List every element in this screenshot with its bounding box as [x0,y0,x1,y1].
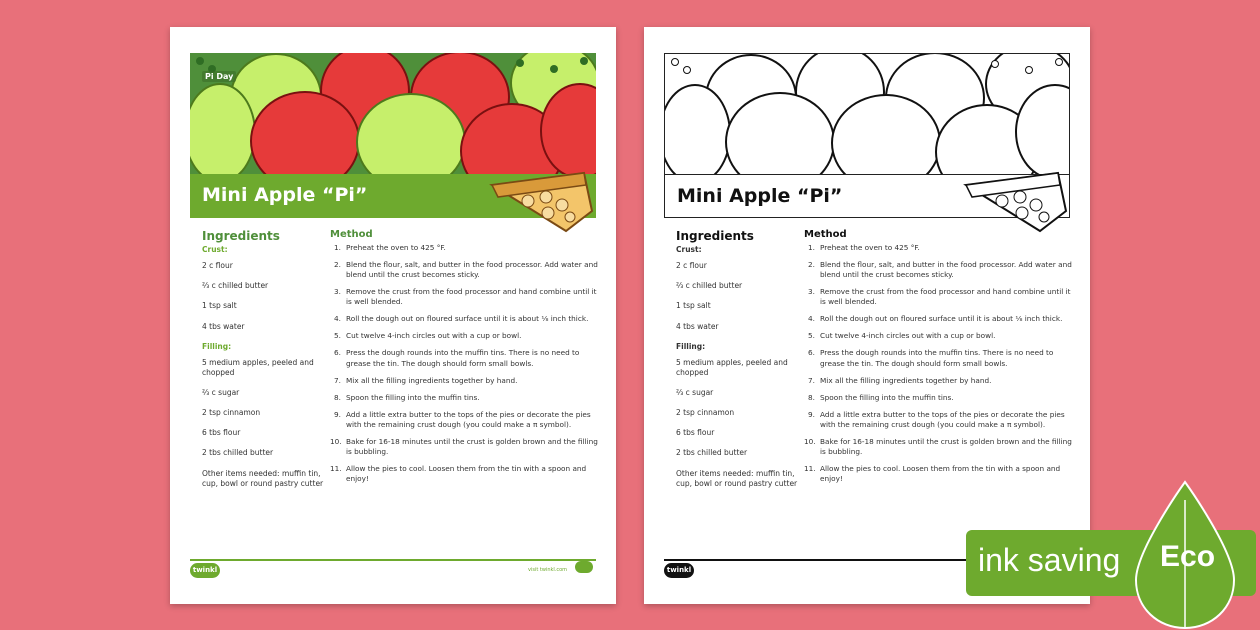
method-column [330,229,598,491]
ingredient-item: 1 tsp salt [202,301,237,311]
recipe-title: Mini Apple “Pi” [202,184,368,206]
other-items: Other items needed: muffin tin, cup, bowl or round pastry cutter [676,468,798,488]
other-items: Other items needed: muffin tin, cup, bowl or round pastry cutter [202,468,324,488]
pie-slice-icon [488,167,596,237]
method-step: 3. Remove the crust from the food processor and hand combine until it is well blended. [334,287,597,307]
method-step: 7. Mix all the filling ingredients together by hand. [334,375,518,385]
ingredient-item: ⅔ c chilled butter [202,281,269,291]
method-step: 5. Cut twelve 4-inch circles out with a cup or bowl. [808,331,996,341]
method-step: 4. Roll the dough out on floured surface until it is about ⅛ inch thick. [808,314,1063,324]
method-step: 4. Roll the dough out on floured surface until it is about ⅛ inch thick. [334,314,589,324]
method-step: 7. Mix all the filling ingredients together by hand. [808,375,992,385]
twinkl-logo: twinkl [664,563,694,578]
ingredient-item: 4 tbs water [676,321,719,331]
method-step: 1. Preheat the oven to 425 °F. [334,243,446,252]
footer-badge-icon [575,561,593,573]
site-link: visit twinkl.com [528,567,568,573]
ingredient-item: ⅔ c chilled butter [676,281,743,291]
method-step: 8. Spoon the filling into the muffin tins. [808,392,954,402]
ink-saving-recipe-sheet [644,27,1090,604]
pi-day-tag: Pi Day [202,71,236,82]
ingredient-item: 5 medium apples, peeled and chopped [202,357,314,377]
method-step: 5. Cut twelve 4-inch circles out with a cup or bowl. [334,331,522,341]
ingredient-item: 2 c flour [202,261,233,271]
filling-label: Filling: [676,341,706,351]
ingredient-item: 2 c flour [676,261,707,271]
ingredient-item: 2 tbs chilled butter [676,448,748,458]
colour-recipe-sheet [170,27,616,604]
method-step: 9. Add a little extra butter to the tops of the pies or decorate the pies with the remaining crust dough (you could make a π symbol). [334,409,591,429]
method-step: 10. Bake for 16-18 minutes until the crust is golden brown and the filling is bubbling. [330,436,598,456]
method-step: 2. Blend the flour, salt, and butter in the food processor. Add water and blend until the crust becomes sticky. [808,260,1072,280]
ingredients-column [202,229,328,489]
method-step: 6. Press the dough rounds into the muffin tins. There is no need to grease the tin. The dough should form small bowls. [808,348,1054,368]
ingredient-item: 2 tbs chilled butter [202,448,274,458]
method-heading: Method [330,229,373,240]
method-step: 11. Allow the pies to cool. Loosen them from the tin with a spoon and enjoy! [330,463,587,483]
ingredient-item: ⅔ c sugar [202,388,240,397]
ingredient-item: 6 tbs flour [676,428,715,438]
twinkl-logo: twinkl [190,563,220,578]
method-heading: Method [804,229,847,240]
apple-banner [664,53,1070,175]
ink-saving-label: ink saving [978,542,1121,578]
recipe-title: Mini Apple “Pi” [677,185,843,207]
method-step: 8. Spoon the filling into the muffin tins. [334,392,480,402]
eco-word: Eco [1160,540,1216,573]
method-step: 2. Blend the flour, salt, and butter in the food processor. Add water and blend until the crust becomes sticky. [334,260,598,280]
method-step: 9. Add a little extra butter to the tops of the pies or decorate the pies with the remaining crust dough (you could make a π symbol). [808,409,1065,429]
method-step: 10. Bake for 16-18 minutes until the crust is golden brown and the filling is bubbling. [804,436,1072,456]
method-step: 11. Allow the pies to cool. Loosen them from the tin with a spoon and enjoy! [804,463,1061,483]
footer-divider [190,559,596,561]
crust-label: Crust: [676,245,702,254]
method-column [804,229,1072,491]
filling-label: Filling: [202,341,232,351]
method-step: 1. Preheat the oven to 425 °F. [808,243,920,252]
apple-banner [190,53,596,175]
ingredient-item: 1 tsp salt [676,301,711,311]
pie-slice-icon [962,167,1070,237]
ingredient-item: 2 tsp cinnamon [202,408,261,418]
ingredient-item: 5 medium apples, peeled and chopped [676,357,788,377]
ingredient-item: 6 tbs flour [202,428,241,438]
method-step: 6. Press the dough rounds into the muffin tins. There is no need to grease the tin. The dough should form small bowls. [334,348,580,368]
ingredients-column [676,229,802,489]
ingredient-item: ⅔ c sugar [676,388,714,397]
ingredient-item: 4 tbs water [202,321,245,331]
ingredients-heading: Ingredients [202,229,280,243]
ingredients-heading: Ingredients [676,229,754,243]
method-step: 3. Remove the crust from the food processor and hand combine until it is well blended. [808,287,1071,307]
ingredient-item: 2 tsp cinnamon [676,408,735,418]
crust-label: Crust: [202,245,228,254]
